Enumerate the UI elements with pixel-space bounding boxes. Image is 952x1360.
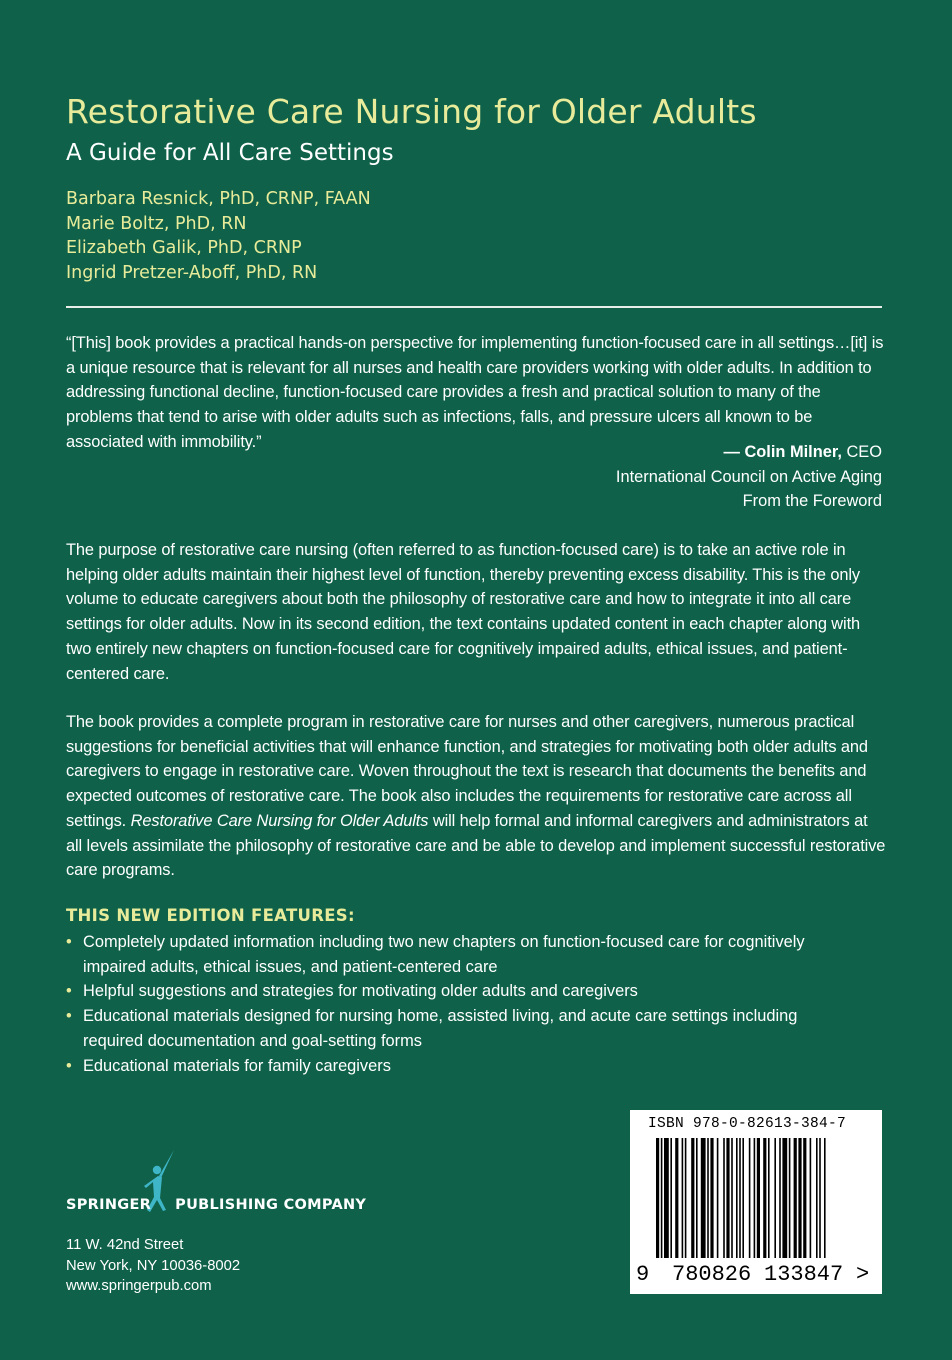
bullet-icon: • bbox=[66, 1007, 72, 1026]
barcode-bar bbox=[723, 1138, 725, 1258]
description-paragraph bbox=[66, 710, 888, 883]
barcode-bar bbox=[798, 1138, 801, 1258]
paragraph-text: will help formal and informal caregivers and administrators at all levels assimilate the philosophy of restorative care and be able to develop and implement successful restorative care programs. bbox=[66, 811, 886, 880]
description-paragraph: The purpose of restorative care nursing (often referred to as function-focused care) is to take an active role in helping older adults maintain their highest level of function, thereby preventing excess disability. This is the only volume to educate caregivers about both the philosophy of restorative care and how to integrate it into all care settings for older adults. Now in its second edition, the text contains updated content in each chapter along with two entirely new chapters on function-focused care for cognitively impaired adults, ethical issues, and patient-centered care. bbox=[66, 541, 861, 683]
barcode-digit-group: 780826 bbox=[672, 1262, 752, 1287]
barcode-bar bbox=[810, 1138, 812, 1258]
publisher-name-left: SPRINGER bbox=[66, 1197, 152, 1213]
barcode-digit-first: 9 bbox=[636, 1262, 650, 1287]
paragraph-text: The book provides a complete program in restorative care for nurses and other caregivers, numerous practical suggestions for beneficial activities that will enhance function, and strategies for motivating both older adults and caregivers to engage in restorative care. Woven throughout the text is research that documents the benefits and expected outcomes of restorative care. The book also includes the requirements for restorative care across all settings. bbox=[66, 713, 868, 830]
barcode-bar bbox=[717, 1138, 719, 1258]
barcode-bar bbox=[774, 1138, 776, 1258]
barcode-digit-group: 133847 bbox=[764, 1262, 844, 1287]
book-title-italic: Restorative Care Nursing for Older Adults bbox=[130, 811, 429, 830]
barcode-bar bbox=[768, 1138, 770, 1258]
book-subtitle: A Guide for All Care Settings bbox=[66, 140, 394, 166]
barcode-bar bbox=[803, 1138, 806, 1258]
barcode-bar bbox=[701, 1138, 706, 1258]
publisher-logo bbox=[66, 1150, 366, 1230]
book-title: Restorative Care Nursing for Older Adults bbox=[66, 92, 757, 131]
barcode-bar bbox=[763, 1138, 766, 1258]
quote-attribution bbox=[616, 440, 882, 514]
barcode-bar bbox=[691, 1138, 694, 1258]
barcode-bar bbox=[656, 1138, 659, 1258]
feature-item bbox=[66, 930, 806, 979]
author-name: Ingrid Pretzer-Aboff, PhD, RN bbox=[66, 263, 318, 284]
barcode-bars bbox=[656, 1138, 856, 1278]
barcode-bar bbox=[754, 1138, 756, 1258]
isbn-label: ISBN 978-0-82613-384-7 bbox=[648, 1116, 847, 1132]
feature-text: Educational materials designed for nursing home, assisted living, and acute care settings including required documentation and goal-setting forms bbox=[83, 1007, 798, 1050]
endorsement-quote: “[This] book provides a practical hands-on perspective for implementing function-focused care in all settings…[it] is a unique resource that is relevant for all nurses and health care providers working with older adults. In addition to addressing functional decline, function-focused care provides a fresh and practical solution to many of the problems that tend to arise with older adults such as infections, falls, and pressure ulcers all known to be associated with immobility.” bbox=[66, 334, 884, 451]
feature-item bbox=[66, 1004, 806, 1053]
quote-author: Colin Milner, bbox=[744, 443, 842, 461]
author-list bbox=[66, 187, 371, 286]
bullet-icon: • bbox=[66, 933, 72, 951]
barcode-bar bbox=[710, 1138, 713, 1258]
barcode-bar bbox=[685, 1138, 687, 1258]
divider bbox=[66, 306, 882, 308]
feature-item bbox=[66, 979, 806, 1004]
barcode-bar bbox=[731, 1138, 733, 1258]
barcode-bar bbox=[707, 1138, 709, 1258]
barcode-bar bbox=[739, 1138, 741, 1258]
address-line: New York, NY 10036-8002 bbox=[66, 1257, 241, 1274]
features-heading: THIS NEW EDITION FEATURES: bbox=[66, 906, 355, 925]
barcode-bar bbox=[696, 1138, 698, 1258]
feature-item bbox=[66, 1054, 806, 1079]
quote-organization: International Council on Active Aging bbox=[615, 467, 882, 486]
publisher-name bbox=[66, 1197, 366, 1213]
barcode-bar bbox=[664, 1138, 669, 1258]
barcode-arrow: > bbox=[856, 1262, 870, 1287]
feature-text: Educational materials for family caregivers bbox=[83, 1056, 391, 1075]
barcode-bar bbox=[794, 1138, 797, 1258]
quote-source: From the Foreword bbox=[742, 492, 882, 511]
address-line: 11 W. 42nd Street bbox=[66, 1237, 184, 1253]
barcode-bar bbox=[816, 1138, 818, 1258]
bullet-icon: • bbox=[66, 1056, 72, 1075]
barcode-bar bbox=[675, 1138, 678, 1258]
barcode-bar bbox=[661, 1138, 663, 1258]
barcode-digits bbox=[630, 1262, 882, 1292]
em-dash: — bbox=[723, 443, 740, 461]
barcode-bar bbox=[757, 1138, 760, 1258]
barcode-bar bbox=[824, 1138, 826, 1258]
barcode-bar bbox=[819, 1138, 821, 1258]
barcode-bar bbox=[782, 1138, 787, 1258]
barcode-bar bbox=[779, 1138, 781, 1258]
publisher-website: www.springerpub.com bbox=[66, 1278, 212, 1294]
barcode-bar bbox=[670, 1138, 672, 1258]
author-name: Elizabeth Galik, PhD, CRNP bbox=[66, 238, 302, 259]
barcode-bar bbox=[736, 1138, 738, 1258]
bullet-icon: • bbox=[66, 982, 72, 1001]
author-name: Barbara Resnick, PhD, CRNP, FAAN bbox=[66, 189, 371, 209]
author-name: Marie Boltz, PhD, RN bbox=[66, 213, 247, 234]
barcode-bar bbox=[726, 1138, 729, 1258]
feature-text: Completely updated information including two new chapters on function-focused care for cognitively impaired adults, ethical issues, and patient-centered care bbox=[83, 933, 805, 976]
feature-text: Helpful suggestions and strategies for motivating older adults and caregivers bbox=[83, 982, 638, 1001]
publisher-name-right: PUBLISHING COMPANY bbox=[175, 1197, 367, 1213]
features-list bbox=[66, 930, 806, 1078]
barcode-bar bbox=[789, 1138, 791, 1258]
publisher-address bbox=[66, 1235, 240, 1297]
barcode-bar bbox=[682, 1138, 684, 1258]
barcode-bar bbox=[742, 1138, 744, 1258]
quote-role: CEO bbox=[846, 443, 882, 461]
barcode-bar bbox=[749, 1138, 751, 1258]
isbn-barcode bbox=[630, 1110, 882, 1294]
